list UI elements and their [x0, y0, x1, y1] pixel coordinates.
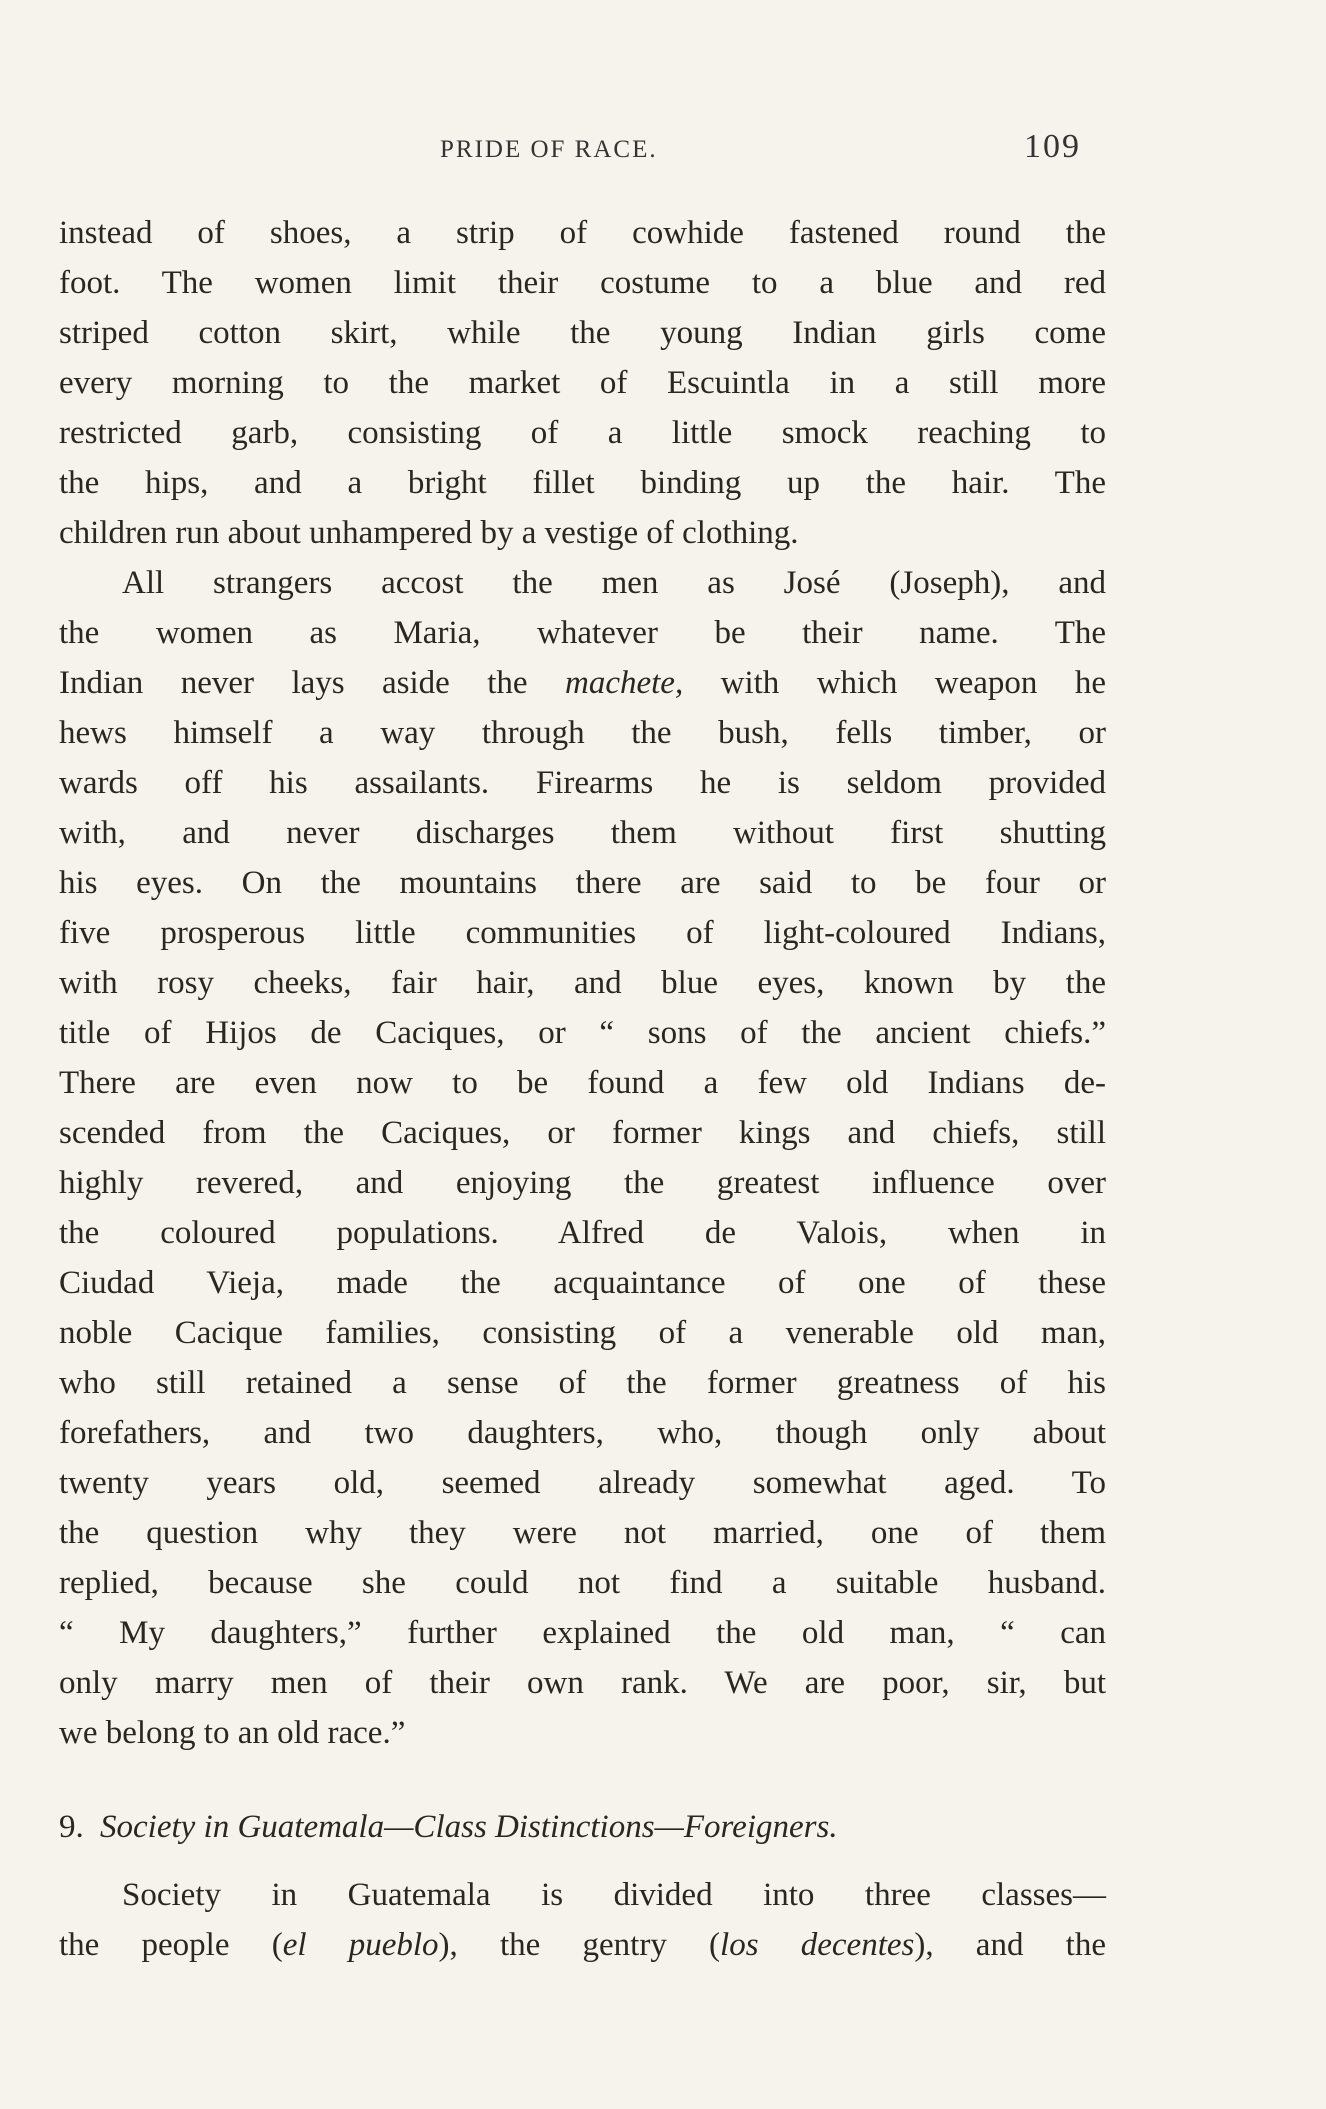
text-line: the coloured populations. Alfred de Valois, when in: [59, 1215, 1106, 1251]
text-line: There are even now to be found a few old Indians de-: [59, 1065, 1106, 1101]
text-line: striped cotton skirt, while the young Indian girls come: [59, 315, 1106, 351]
text-run: Indian never lays aside the: [59, 665, 565, 701]
text-run: with which weapon he: [683, 665, 1106, 701]
text-run: ), the gentry (: [438, 1927, 721, 1963]
text-run: ), and the: [914, 1927, 1106, 1963]
italic-term: machete,: [565, 665, 684, 701]
text-line: the question why they were not married, one of them: [59, 1515, 1106, 1551]
text-line: we belong to an old race.”: [59, 1715, 406, 1751]
page-number: 109: [1024, 128, 1081, 165]
text-line: foot. The women limit their costume to a blue and red: [59, 265, 1106, 301]
text-line: with, and never discharges them without first shutting: [59, 815, 1106, 851]
paragraph-3: [59, 1870, 1106, 1970]
text-line: the hips, and a bright fillet binding up the hair. The: [59, 465, 1106, 501]
text-line: replied, because she could not find a suitable husband.: [59, 1565, 1106, 1601]
section-number: 9.: [59, 1809, 84, 1845]
body-text: [59, 208, 1106, 1970]
running-head: PRIDE OF RACE.: [440, 136, 658, 163]
section-title: Society in Guatemala—Class Distinctions—Foreigners.: [100, 1809, 838, 1845]
text-line: only marry men of their own rank. We are poor, sir, but: [59, 1665, 1106, 1701]
text-line: Ciudad Vieja, made the acquaintance of one of these: [59, 1265, 1106, 1301]
text-line: five prosperous little communities of light-coloured Indians,: [59, 915, 1106, 951]
section-heading: [59, 1802, 1106, 1852]
text-line: Society in Guatemala is divided into three classes—: [122, 1877, 1106, 1913]
text-line: forefathers, and two daughters, who, though only about: [59, 1415, 1106, 1451]
text-line: every morning to the market of Escuintla in a still more: [59, 365, 1106, 401]
text-line: twenty years old, seemed already somewhat aged. To: [59, 1465, 1106, 1501]
text-line: who still retained a sense of the former greatness of his: [59, 1365, 1106, 1401]
text-line: scended from the Caciques, or former kings and chiefs, still: [59, 1115, 1106, 1151]
text-line: the women as Maria, whatever be their name. The: [59, 615, 1106, 651]
text-line: All strangers accost the men as José (Joseph), and: [122, 565, 1106, 601]
text-line: hews himself a way through the bush, fells timber, or: [59, 715, 1106, 751]
text-line: noble Cacique families, consisting of a venerable old man,: [59, 1315, 1106, 1351]
text-line: highly revered, and enjoying the greatest influence over: [59, 1165, 1106, 1201]
italic-term: el pueblo: [282, 1927, 439, 1963]
text-line: “ My daughters,” further explained the old man, “ can: [59, 1615, 1106, 1651]
text-line: restricted garb, consisting of a little smock reaching to: [59, 415, 1106, 451]
text-line: instead of shoes, a strip of cowhide fastened round the: [59, 215, 1106, 251]
text-line: his eyes. On the mountains there are said to be four or: [59, 865, 1106, 901]
text-line: children run about unhampered by a vestige of clothing.: [59, 515, 799, 551]
paragraph-1: [59, 208, 1106, 558]
text-line: wards off his assailants. Firearms he is seldom provided: [59, 765, 1106, 801]
paragraph-2: [59, 558, 1106, 1758]
text-run: the people (: [59, 1927, 283, 1963]
text-line: with rosy cheeks, fair hair, and blue eyes, known by the: [59, 965, 1106, 1001]
section-gap: [59, 1852, 1106, 1870]
text-line: title of Hijos de Caciques, or “ sons of the ancient chiefs.”: [59, 1015, 1106, 1051]
italic-term: los decentes: [720, 1927, 915, 1963]
page-header: [0, 128, 1326, 168]
text-line-mixed: [59, 1920, 1106, 1970]
text-line-mixed: [59, 658, 1106, 708]
